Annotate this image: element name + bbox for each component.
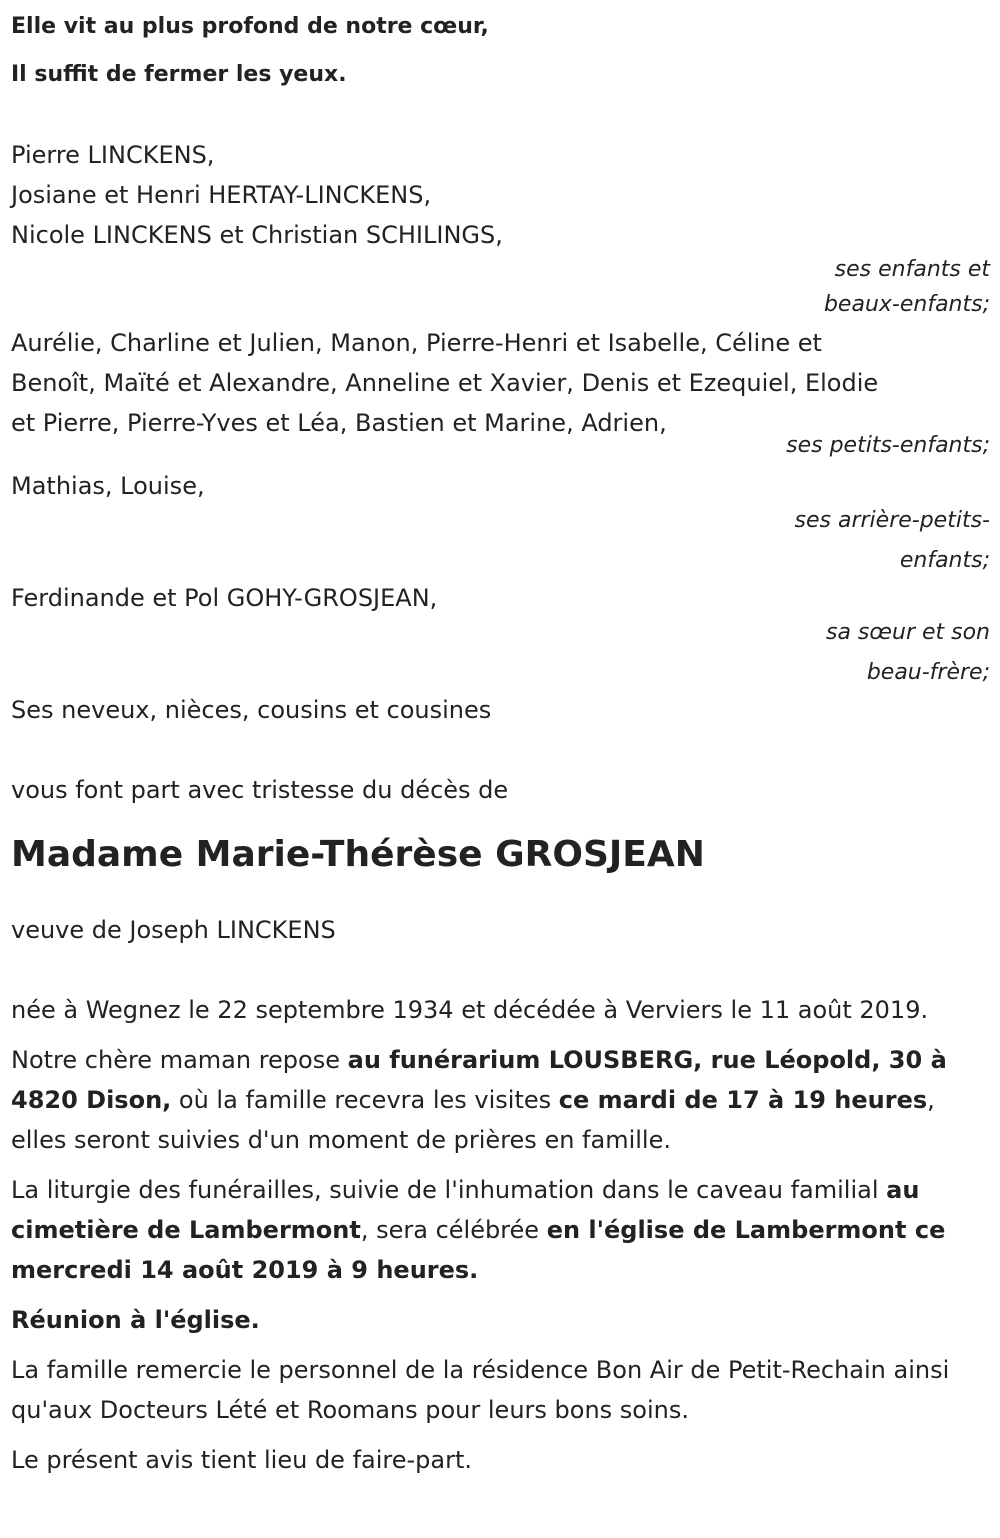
deceased-name: Madame Marie-Thérèse GROSJEAN xyxy=(11,834,705,875)
extended-family: Ses neveux, nièces, cousins et cousines xyxy=(11,696,492,724)
intro-line-2: Il suffit de fermer les yeux. xyxy=(11,62,347,87)
birth-death-dates: née à Wegnez le 22 septembre 1934 et décédée à Verviers le 11 août 2019. xyxy=(11,996,929,1024)
widow-of: veuve de Joseph LINCKENS xyxy=(11,916,336,944)
great-grandchildren-role xyxy=(11,501,990,581)
grandchildren-line-1: Aurélie, Charline et Julien, Manon, Pierre-Henri et Isabelle, Céline et xyxy=(11,329,822,357)
great-grandchildren-role-line-1: ses arrière-petits- xyxy=(794,508,990,533)
children-role-line-1: ses enfants et xyxy=(834,257,990,282)
children-list xyxy=(11,135,990,255)
closing-note: Le présent avis tient lieu de faire-part. xyxy=(11,1446,473,1474)
thanks-paragraph: La famille remercie le personnel de la résidence Bon Air de Petit-Rechain ainsi qu'aux Docteurs Lété et Roomans pour leurs bons soins. xyxy=(11,1356,950,1424)
grandchildren-role: ses petits-enfants; xyxy=(786,433,990,458)
announcement: vous font part avec tristesse du décès de xyxy=(11,776,509,804)
sister: Ferdinande et Pol GOHY-GROSJEAN, xyxy=(11,584,438,612)
visitation-text-3: , elles seront suivies d'un moment de prières en famille. xyxy=(11,1086,935,1154)
funeral-paragraph xyxy=(11,1170,990,1290)
funeral-home-address: au funérarium LOUSBERG, rue Léopold, 30 à 4820 Dison, xyxy=(11,1046,947,1114)
visitation-time: ce mardi de 17 à 19 heures xyxy=(558,1086,928,1114)
intro-verse xyxy=(11,0,990,99)
funeral-text-2: , sera célébrée xyxy=(360,1216,547,1244)
visitation-text-2: où la famille recevra les visites xyxy=(171,1086,559,1114)
great-grandchildren-role-line-2: enfants; xyxy=(899,548,990,573)
meeting-note: Réunion à l'église. xyxy=(11,1306,260,1334)
great-grandchildren: Mathias, Louise, xyxy=(11,472,205,500)
funeral-church-time: en l'église de Lambermont ce mercredi 14 août 2019 à 9 heures. xyxy=(11,1216,946,1284)
grandchildren-list xyxy=(11,323,990,443)
funeral-text-1: La liturgie des funérailles, suivie de l'inhumation dans le caveau familial xyxy=(11,1176,887,1204)
sister-role-line-2: beau-frère; xyxy=(866,660,990,685)
child-1: Pierre LINCKENS, xyxy=(11,141,215,169)
child-3: Nicole LINCKENS et Christian SCHILINGS, xyxy=(11,221,503,249)
visitation-text-1: Notre chère maman repose xyxy=(11,1046,348,1074)
grandchildren-line-2: Benoît, Maïté et Alexandre, Anneline et Xavier, Denis et Ezequiel, Elodie xyxy=(11,369,879,397)
visitation-paragraph xyxy=(11,1040,990,1160)
sister-role-line-1: sa sœur et son xyxy=(825,620,990,645)
intro-line-1: Elle vit au plus profond de notre cœur, xyxy=(11,14,489,39)
cemetery: au cimetière de Lambermont xyxy=(11,1176,920,1244)
child-2: Josiane et Henri HERTAY-LINCKENS, xyxy=(11,181,432,209)
grandchildren-line-3: et Pierre, Pierre-Yves et Léa, Bastien et Marine, Adrien, xyxy=(11,409,667,437)
children-role xyxy=(11,250,990,325)
sister-role xyxy=(11,613,990,693)
children-role-line-2: beaux-enfants; xyxy=(823,292,990,317)
